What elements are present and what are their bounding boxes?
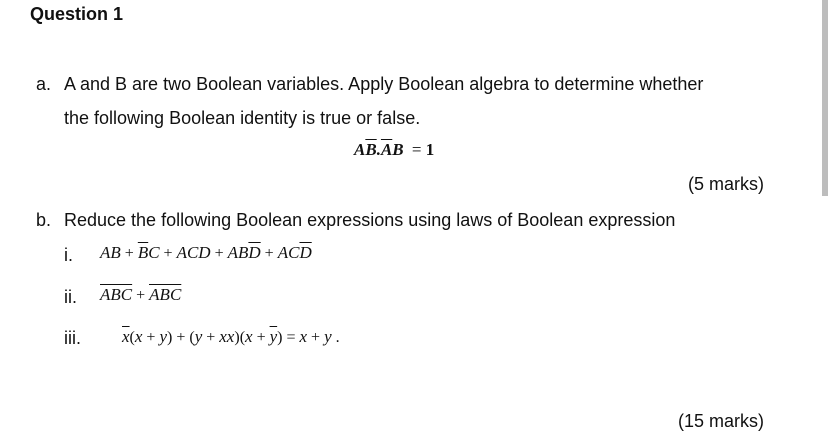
part-a-line1: A and B are two Boolean variables. Apply Boolean algebra to determine whether [64, 74, 704, 94]
part-a-marks: (5 marks) [688, 174, 764, 194]
item-iii-num: iii. [64, 328, 81, 348]
expression-i: AB + $\overline{B}C$ + ACD + $AB\overline{D} + AC\overline{D}$ [100, 243, 312, 262]
expression-ii: $\overline{A}\overline{B}\overline{C} + \overline{A}\overline{B}\overline{C}$ [100, 285, 182, 304]
boolean-identity: $A\overline{B}.\overline{A}B = 1$ [354, 140, 435, 159]
part-a-line2: the following Boolean identity is true or false. [64, 108, 421, 128]
item-ii-num: ii. [64, 287, 77, 307]
expression-iii: $\overline{x}(x + y) + (y + xx)(x + \overline{y}) = x + y$ . [122, 327, 340, 346]
scrollbar-track[interactable] [822, 0, 828, 196]
part-b-marks: (15 marks) [678, 411, 765, 431]
part-a-label: a. [36, 74, 52, 94]
question-title: Question 1 [30, 4, 124, 24]
part-b-label: b. [36, 210, 52, 230]
item-i-num: i. [64, 245, 73, 265]
part-b-intro: Reduce the following Boolean expressions using laws of Boolean expression [64, 210, 676, 230]
